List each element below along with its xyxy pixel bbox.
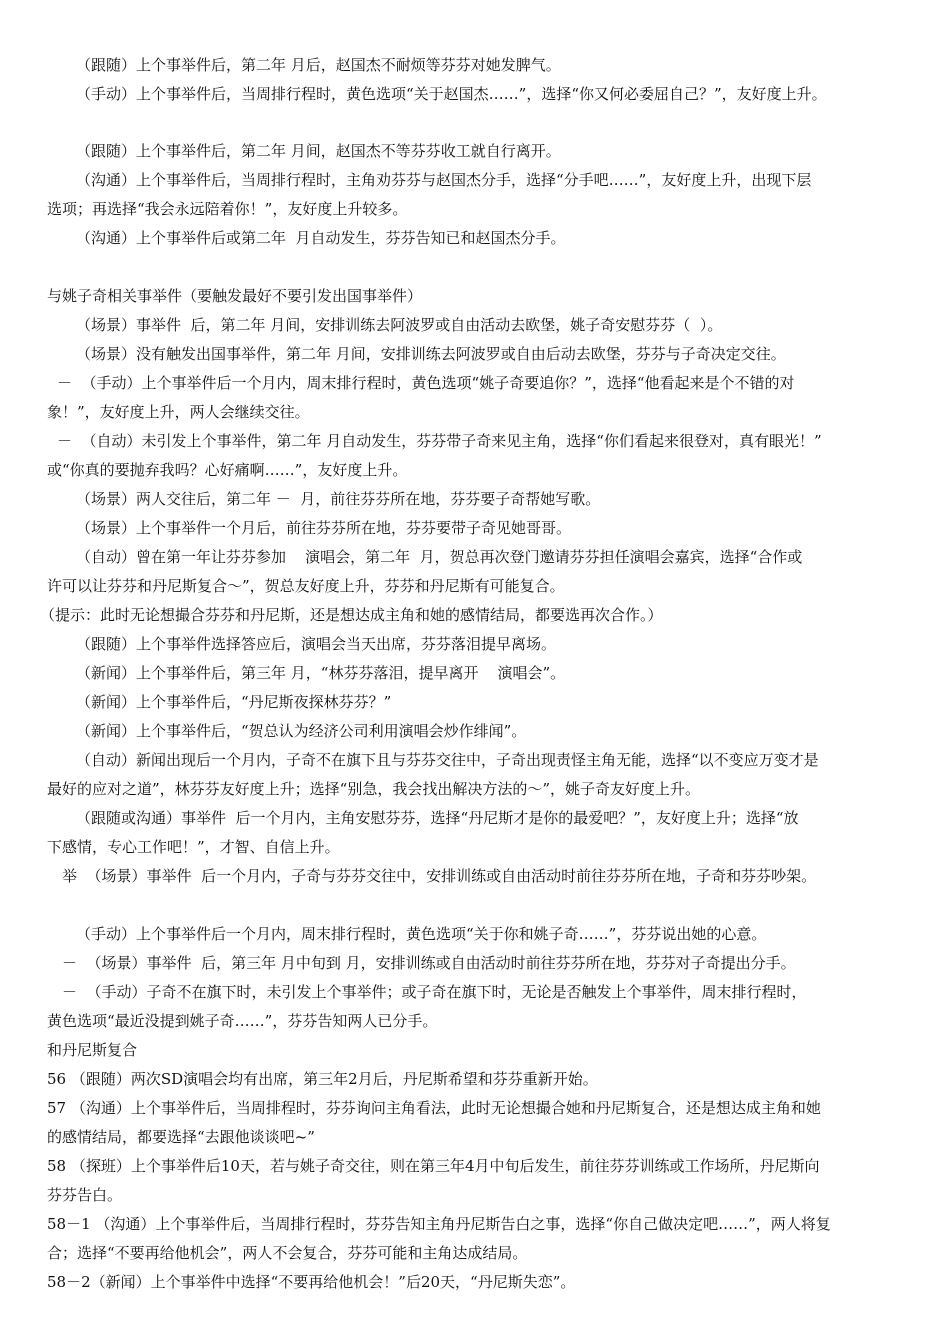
text-line: 下感情，专心工作吧！”，才智、自信上升。: [47, 838, 340, 856]
text-line: 许可以让芬芬和丹尼斯复合～”，贺总友好度上升，芬芬和丹尼斯有可能复合。: [47, 577, 565, 595]
note-line: （提示：此时无论想撮合芬芬和丹尼斯，还是想达成主角和她的感情结局，都要选再次合作。）: [40, 606, 663, 624]
text-line: 最好的应对之道”，林芬芬友好度上升；选择“别急，我会找出解决方法的～”，姚子奇友好度上升。: [47, 780, 701, 798]
text-line: 黄色选项“最近没提到姚子奇……”，芬芬告知两人已分手。: [47, 1012, 438, 1030]
text-line: 的感情结局，都要选择“去跟他谈谈吧~”: [47, 1128, 315, 1146]
text-line: （自动）曾在第一年让芬芬参加 演唱会，第二年 月，贺总再次登门邀请芬芬担任演唱会嘉宾，选择“合作或: [76, 548, 803, 566]
text-line: 或“你真的要抛弃我吗？心好痛啊……”，友好度上升。: [47, 461, 408, 479]
text-line: － （手动）上个事举件后一个月内，周末排行程时，黄色选项“姚子奇要追你？”，选择“他看起来是个不错的对: [57, 374, 795, 392]
text-line: 58－1 （沟通）上个事举件后，当周排行程时，芬芬告知主角丹尼斯告白之事，选择“你自己做决定吧……”，两人将复: [47, 1215, 831, 1233]
text-line: （沟通）上个事举件后或第二年 月自动发生，芬芬告知已和赵国杰分手。: [76, 229, 566, 247]
text-line: － （场景）事举件 后，第三年 月中旬到 月，安排训练或自由活动时前往芬芬所在地，芬芬对子奇提出分手。: [62, 954, 796, 972]
section-heading: 和丹尼斯复合: [47, 1041, 138, 1059]
text-line: 58 （探班）上个事举件后10天，若与姚子奇交往，则在第三年4月中旬后发生，前往芬芬训练或工作场所，丹尼斯向: [47, 1157, 820, 1175]
text-line: 象！”，友好度上升，两人会继续交往。: [47, 403, 310, 421]
text-line: （场景）上个事举件一个月后，前往芬芬所在地，芬芬要带子奇见她哥哥。: [76, 519, 572, 537]
text-line: 举 （场景）事举件 后一个月内，子奇与芬芬交往中，安排训练或自由活动时前往芬芬所在地，子奇和芬芬吵架。: [62, 867, 817, 885]
text-line: （新闻）上个事举件后，第三年 月，“林芬芬落泪，提早离开 演唱会”。: [76, 664, 566, 682]
text-line: 合；选择“不要再给他机会”，两人不会复合，芬芬可能和主角达成结局。: [47, 1244, 528, 1262]
text-line: （沟通）上个事举件后，当周排行程时，主角劝芬芬与赵国杰分手，选择“分手吧……”，友好度上升，出现下层: [76, 171, 812, 189]
text-line: （跟随或沟通）事举件 后一个月内，主角安慰芬芬，选择“丹尼斯才是你的最爱吧？”，友好度上升；选择“放: [76, 809, 799, 827]
text-line: （手动）上个事举件后一个月内，周末排行程时，黄色选项“关于你和姚子奇……”，芬芬说出她的心意。: [76, 925, 767, 943]
text-line: 选项；再选择“我会永远陪着你！”，友好度上升较多。: [47, 200, 408, 218]
text-line: 芬芬告白。: [47, 1186, 123, 1204]
text-line: － （自动）未引发上个事举件，第二年 月自动发生，芬芬带子奇来见主角，选择“你们看起来很登对，真有眼光！”: [57, 432, 822, 450]
section-heading: 与姚子奇相关事举件（要触发最好不要引发出国事举件）: [47, 287, 423, 305]
text-line: （场景）两人交往后，第二年 － 月，前往芬芬所在地，芬芬要子奇帮她写歌。: [76, 490, 601, 508]
text-line: （新闻）上个事举件后，“丹尼斯夜探林芬芬？”: [76, 693, 392, 711]
text-line: （手动）上个事举件后，当周排行程时，黄色选项“关于赵国杰……”，选择“你又何必委屈自己？”，友好度上升。: [76, 85, 827, 103]
text-line: （自动）新闻出现后一个月内，子奇不在旗下且与芬芬交往中，子奇出现责怪主角无能，选择“以不变应万变才是: [76, 751, 819, 769]
text-line: 58－2（新闻）上个事举件中选择“不要再给他机会！”后20天，“丹尼斯失恋”。: [47, 1273, 576, 1291]
text-line: 57 （沟通）上个事举件后，当周排程时，芬芬询问主角看法，此时无论想撮合她和丹尼斯复合，还是想达成主角和她: [47, 1099, 821, 1117]
text-line: （新闻）上个事举件后，“贺总认为经济公司利用演唱会炒作绯闻”。: [76, 722, 527, 740]
text-line: － （手动）子奇不在旗下时，未引发上个事举件；或子奇在旗下时，无论是否触发上个事举件，周末排行程时，: [62, 983, 807, 1001]
text-line: （跟随）上个事举件选择答应后，演唱会当天出席，芬芬落泪提早离场。: [76, 635, 557, 653]
text-line: 56 （跟随）两次SD演唱会均有出席，第三年2月后，丹尼斯希望和芬芬重新开始。: [47, 1070, 598, 1088]
text-line: （跟随）上个事举件后，第二年 月后，赵国杰不耐烦等芬芬对她发脾气。: [76, 56, 561, 74]
text-line: （场景）事举件 后，第二年 月间，安排训练去阿波罗或自由活动去欧堡，姚子奇安慰芬芬（ ）。: [76, 316, 723, 334]
text-line: （跟随）上个事举件后，第二年 月间，赵国杰不等芬芬收工就自行离开。: [76, 142, 561, 160]
text-line: （场景）没有触发出国事举件，第二年 月间，安排训练去阿波罗或自由后动去欧堡，芬芬与子奇决定交往。: [76, 345, 786, 363]
